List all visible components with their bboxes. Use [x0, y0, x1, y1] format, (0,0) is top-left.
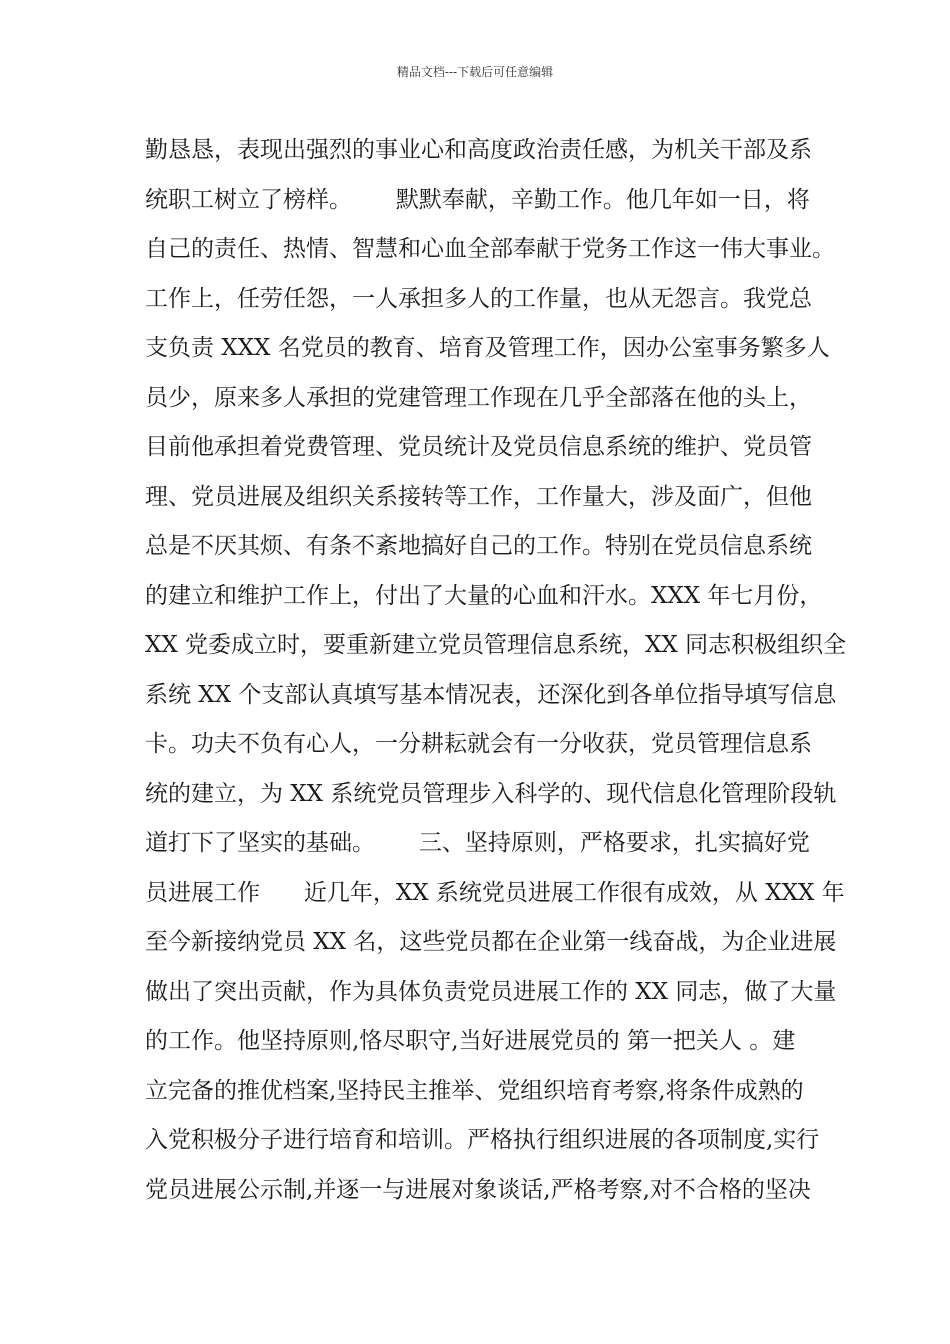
text-line: 系统 XX 个支部认真填写基本情况表，还深化到各单位指导填写信息 [145, 681, 837, 708]
body-text [145, 126, 847, 1215]
text-line: 支负责 XXX 名党员的教育、培育及管理工作，因办公室事务繁多人 [145, 335, 830, 361]
text-line: 目前他承担着党费管理、党员统计及党员信息系统的维护、党员管 [145, 434, 812, 460]
text-line: 理、党员进展及组织关系接转等工作，工作量大，涉及面广，但他 [145, 483, 812, 510]
text-line: 党员进展公示制,并逐一与进展对象谈话,严格考察,对不合格的坚决 [145, 1176, 811, 1203]
text-line: 至今新接纳党员 XX 名，这些党员都在企业第一线奋战，为企业进展 [145, 929, 837, 955]
text-line: 统的建立，为 XX 系统党员管理步入科学的、现代信息化管理阶段轨 [145, 780, 837, 807]
text-line: 员少，原来多人承担的党建管理工作现在几乎全部落在他的头上， [145, 384, 812, 411]
page-header: 精品文档---下载后可任意编辑 [396, 65, 554, 79]
text-line: 自己的责任、热情、智慧和心血全部奉献于党务工作这一伟大事业。 [145, 236, 835, 262]
text-line: 工作上，任劳任怨，一人承担多人的工作量，也从无怨言。我党总 [145, 285, 812, 312]
text-line: 员进展工作 近几年，XX 系统党员进展工作很有成效，从 XXX 年 [145, 879, 845, 906]
text-line: 入党积极分子进行培育和培训。严格执行组织进展的各项制度,实行 [145, 1127, 820, 1153]
text-line: 的工作。他坚持原则,恪尽职守,当好进展党员的 第一把关人 。建 [145, 1028, 796, 1054]
text-line: 道打下了坚实的基础。 三、坚持原则，严格要求，扎实搞好党 [145, 830, 810, 856]
text-line: 立完备的推优档案,坚持民主推举、党组织培育考察,将条件成熟的 [145, 1077, 804, 1104]
text-line: 总是不厌其烦、有条不紊地搞好自己的工作。特别在党员信息系统 [145, 533, 812, 559]
text-line: 的建立和维护工作上，付出了大量的心血和汗水。XXX 年七月份， [145, 582, 823, 609]
text-line: XX 党委成立时，要重新建立党员管理信息系统，XX 同志积极组织全 [145, 632, 847, 658]
text-line: 勤恳恳，表现出强烈的事业心和高度政治责任感，为机关干部及系 [145, 137, 812, 163]
text-line: 统职工树立了榜样。 默默奉献，辛勤工作。他几年如一日，将 [145, 186, 810, 213]
text-line: 做出了突出贡献，作为具体负责党员进展工作的 XX 同志，做了大量 [145, 978, 837, 1005]
text-line: 卡。功夫不负有心人，一分耕耘就会有一分收获，党员管理信息系 [145, 731, 812, 757]
